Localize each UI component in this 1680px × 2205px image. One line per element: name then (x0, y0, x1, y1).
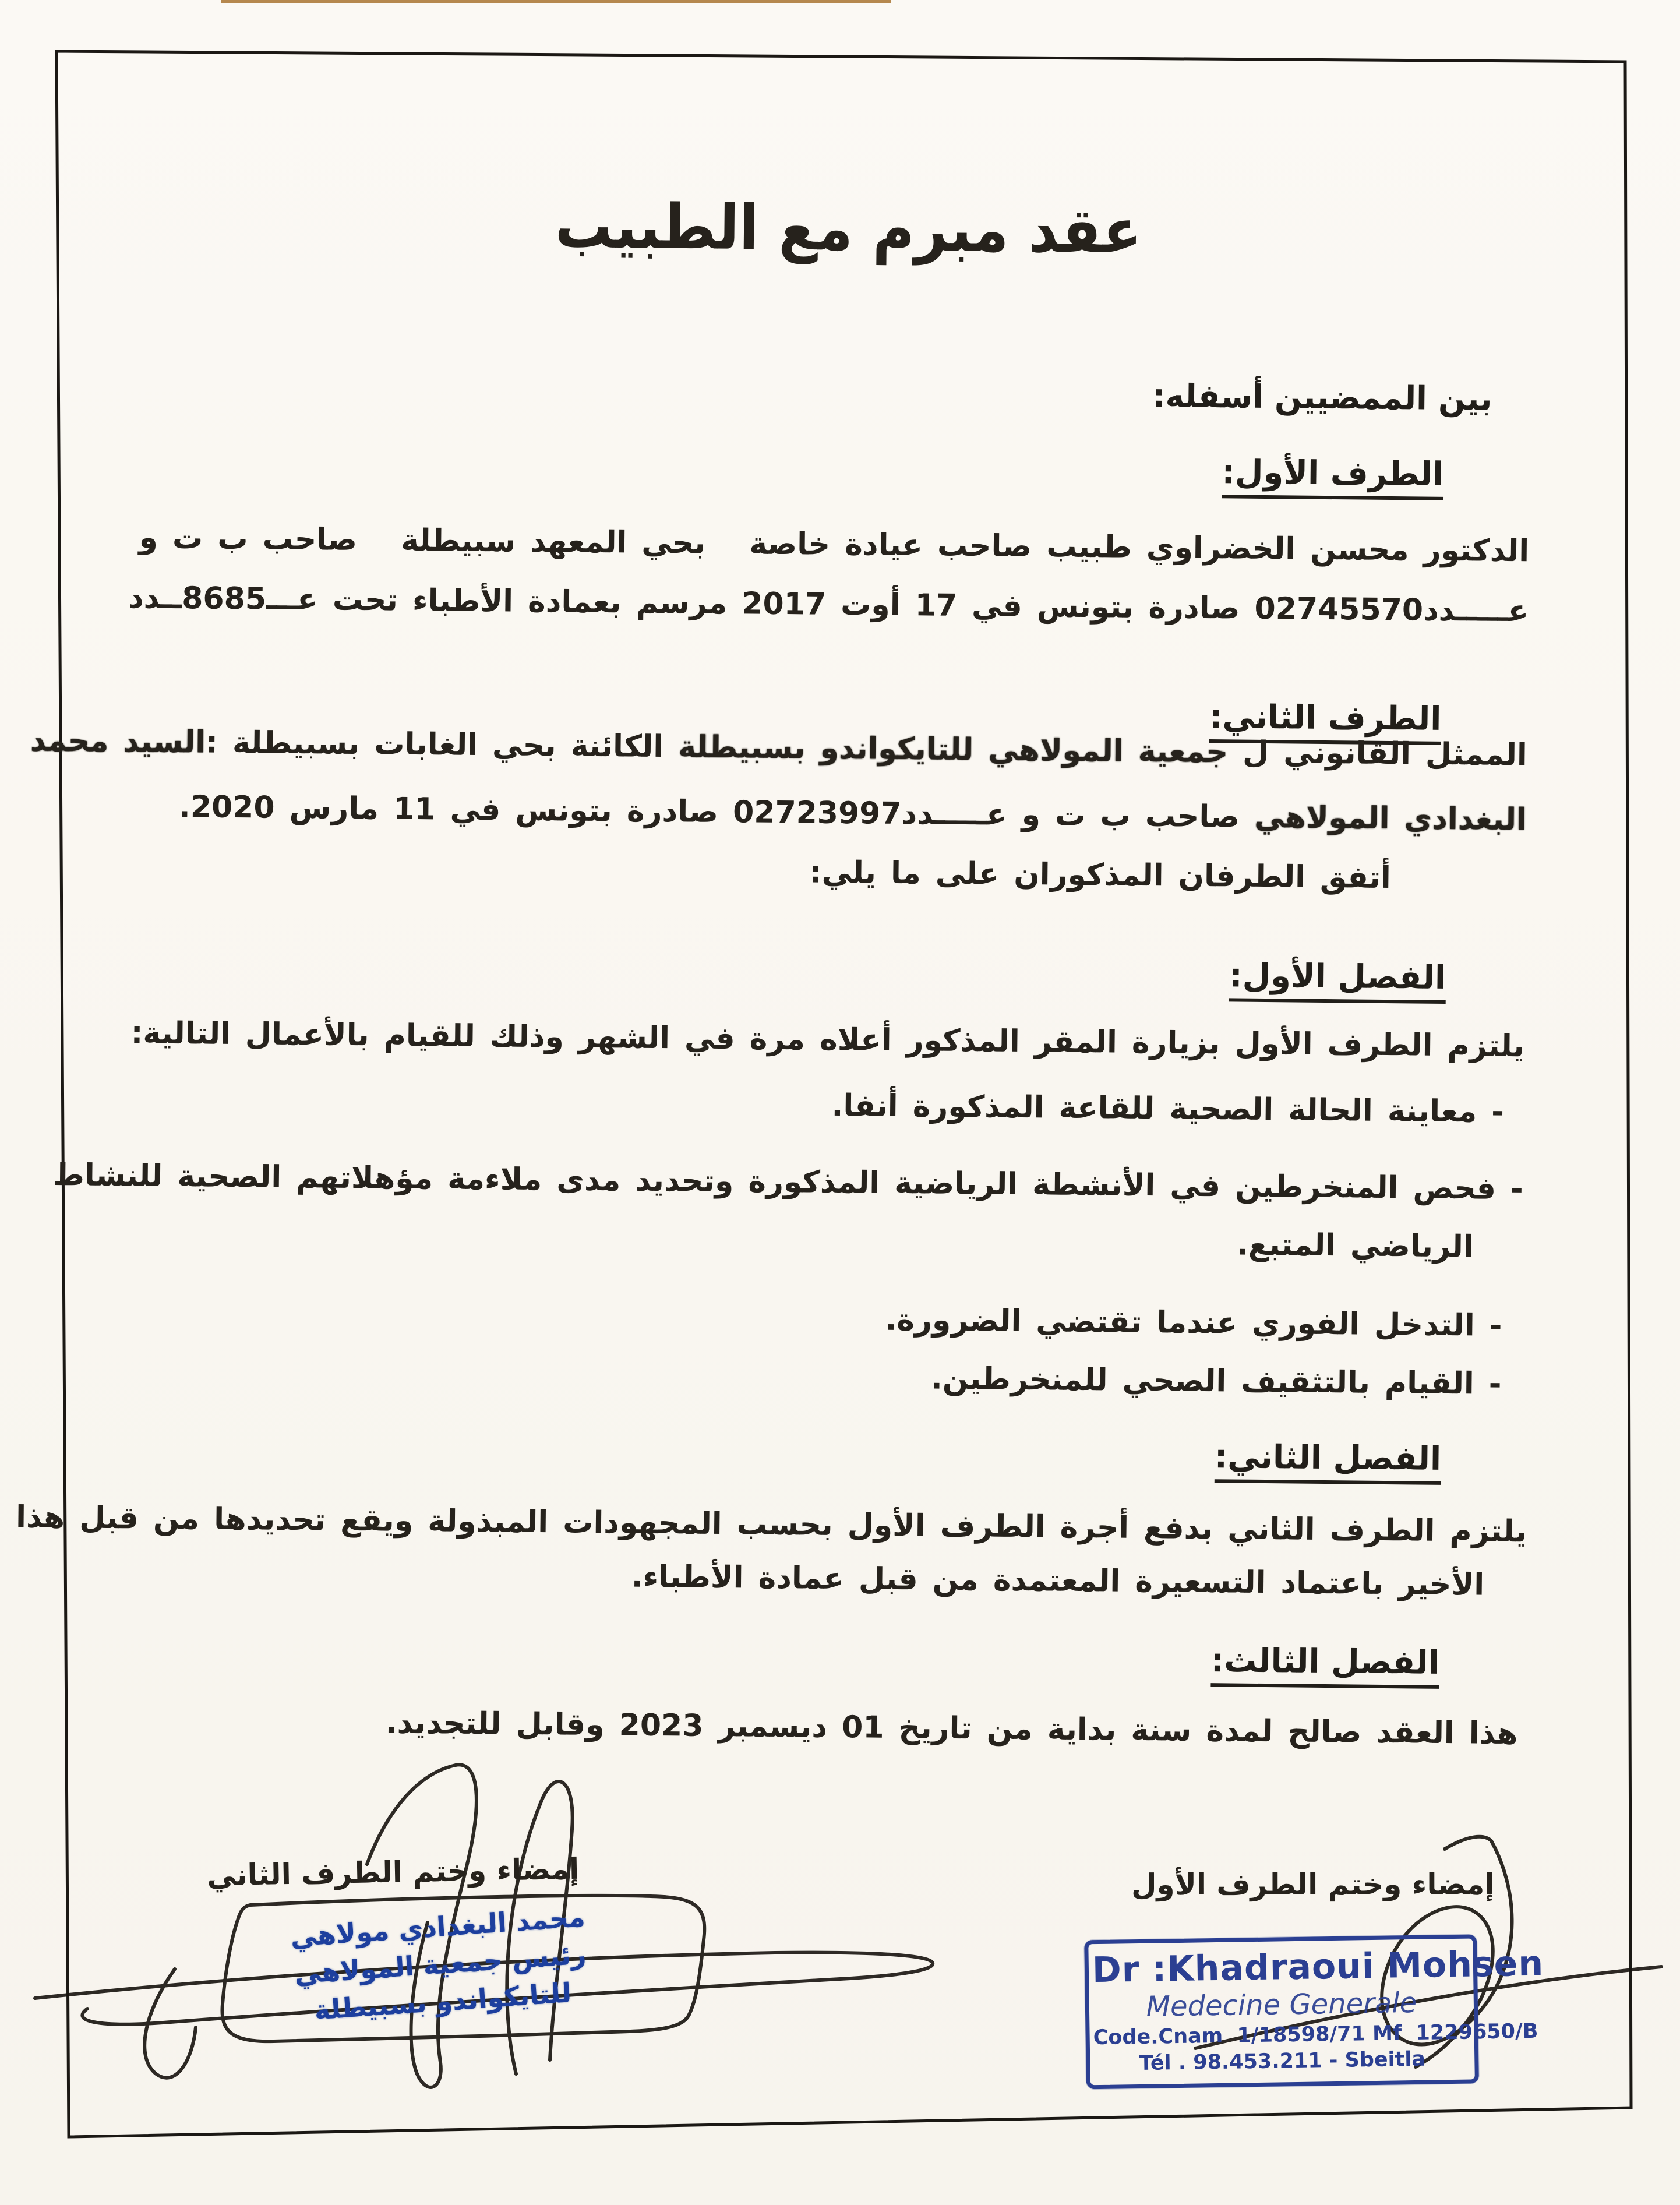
association-stamp (239, 1894, 642, 2033)
chapter2-heading: الفصل الثاني: (1214, 1438, 1441, 1485)
intro-line: بين الممضيين أسفله: (1152, 377, 1492, 418)
chapter1-item3: - التدخل الفوري عندما تقتضي الضرورة. (885, 1302, 1502, 1343)
first-party-signature-label: إمضاء وختم الطرف الأول (1131, 1867, 1495, 1902)
agreement-line: أتفق الطرفان المذكوران على ما يلي: (809, 855, 1392, 896)
contract-title: عقد مبرم مع الطبيب (555, 190, 1142, 268)
representative-name-part2: البغدادي المولاهي (1254, 799, 1527, 838)
association-stamp-line2: رئيس جمعية المولاهي (293, 1938, 587, 1990)
chapter1-item2-line2: الرياضي المتبع. (1236, 1227, 1474, 1265)
association-name: جمعية المولاهي للتايكواندو بسبيطلة (677, 729, 1229, 770)
chapter3-line1: هذا العقد صالح لمدة سنة بداية من تاريخ 01 ديسمبر 2023 وقابل للتجديد. (385, 1705, 1518, 1752)
doctor-stamp-specialty: Medecine Generale (1146, 1986, 1417, 2023)
chapter1-item2-line1: - فحص المنخرطين في الأنشطة الرياضية المذكورة وتحديد مدى ملاءمة مؤهلاتهم الصحية للنشاط (52, 1158, 1523, 1207)
party1-line2: عـــــدد02745570 صادرة بتونس في 17 أوت 2017 مرسم بعمادة الأطباء تحت عـــ8685ــدد (128, 580, 1529, 629)
party2-line2 (179, 789, 1527, 837)
party2-line1-mid: الكائنة بحي الغابات بسبيطلة : (205, 725, 679, 765)
chapter1-item4: - القيام بالتثقيف الصحي للمنخرطين. (930, 1361, 1502, 1402)
second-party-signature-label: إمضاء وختم الطرف الثاني (206, 1851, 580, 1893)
party2-line1-text: الممثل القانوني ل (1227, 735, 1528, 773)
party1-heading: الطرف الأول: (1222, 453, 1444, 500)
doctor-stamp-name: Dr :Khadraoui Mohsen (1092, 1943, 1544, 1991)
doctor-stamp (1084, 1934, 1544, 2089)
representative-name-part1: السيد محمد (30, 723, 206, 760)
chapter1-heading: الفصل الأول: (1229, 957, 1446, 1004)
doctor-stamp-cnam-code: Code.Cnam 1/18598/71 Mf 1229650/B (1093, 2019, 1538, 2050)
chapter3-heading: الفصل الثالث: (1210, 1642, 1439, 1689)
doctor-stamp-phone: Tél . 98.453.211 - Sbeitla (1139, 2047, 1426, 2075)
chapter1-intro: يلتزم الطرف الأول بزيارة المقر المذكور أعلاه مرة في الشهر وذلك للقيام بالأعمال التالية: (130, 1015, 1525, 1064)
association-stamp-line1: محمد البغدادي مولاهي (289, 1901, 587, 1953)
association-stamp-line3: للتايكواندو بسبيطلة (313, 1977, 573, 2026)
chapter2-line2: الأخير باعتماد التسعيرة المعتمدة من قبل عمادة الأطباء. (631, 1559, 1485, 1603)
party1-line1: الدكتور محسن الخضراوي طبيب صاحب عيادة خاصة بحي المعهد سبيطلة صاحب ب ت و (139, 520, 1530, 569)
party2-heading: الطرف الثاني: (1209, 698, 1442, 745)
party2-line2-rest: صاحب ب ت و عـــــدد02723997 صادرة بتونس في 11 مارس 2020. (178, 789, 1255, 835)
chapter1-item1: - معاينة الحالة الصحية للقاعة المذكورة أنفا. (831, 1088, 1505, 1130)
chapter2-line1: يلتزم الطرف الثاني بدفع أجرة الطرف الأول بحسب المجهودات المبذولة ويقع تحديدها من قبل هذا (15, 1500, 1527, 1550)
